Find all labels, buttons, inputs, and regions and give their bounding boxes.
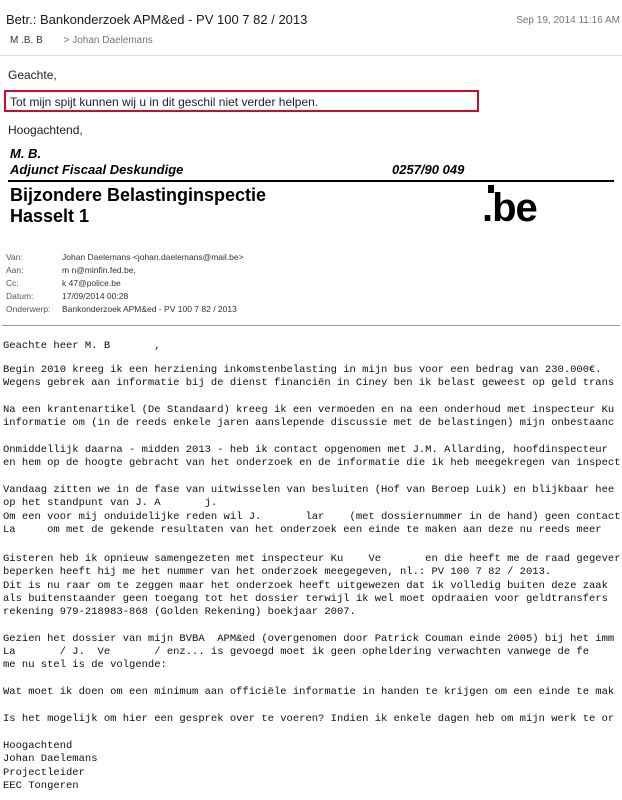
body-line: Na een krantenartikel (De Standaard) kreeg ik een vermoeden en na een onderhoud met inspecteur Ku [3, 404, 615, 416]
meta-date-label: Datum: [6, 291, 34, 301]
body-line: Begin 2010 kreeg ik een herziening inkomstenbelasting in mijn bus voor een bedrag van 230.000€. [3, 364, 602, 376]
signature-org-line2: Hasselt 1 [10, 206, 90, 226]
body-line: als buitenstaander geen toegang tot het dossier terwijl ik wel moet opdraaien voor geldtransfers [3, 593, 608, 605]
highlighted-sentence-box [4, 90, 479, 112]
body-line: Onmiddellijk daarna - midden 2013 - heb ik contact opgenomen met J.M. Allarding, hoofdinspecteur [3, 444, 608, 456]
meta-to-label: Aan: [6, 265, 24, 275]
body-line: Vandaag zitten we in de fase van uitwisselen van besluiten (Hof van Beroep Luik) en blijkbaar hee [3, 484, 615, 496]
signature-org-line1: Bijzondere Belastinginspectie [10, 185, 267, 205]
message-header [0, 0, 622, 52]
meta-subject-label: Onderwerp: [6, 304, 51, 314]
meta-date [6, 291, 128, 301]
reply-closing: Hoogachtend, [8, 123, 83, 137]
message-date: Sep 19, 2014 11:16 AM [516, 15, 620, 26]
body-line: en hem op de hoogte gebracht van het onderzoek en de informatie die ik heb meegekregen van inspect [3, 457, 621, 469]
header-divider [0, 55, 622, 56]
meta-from-value[interactable]: Johan Daelemans <johan.daelemans@mail.be> [62, 252, 244, 262]
meta-to-value[interactable]: m n@minfin.fed.be, [62, 265, 136, 275]
body-line: Projectleider [3, 767, 85, 779]
meta-date-value: 17/09/2014 00:28 [62, 291, 129, 301]
reply-greeting: Geachte, [8, 68, 57, 82]
quoted-divider [2, 325, 620, 326]
body-line: Hoogachtend [3, 740, 73, 752]
signature-name: M. B. [10, 146, 42, 161]
body-line: Gezien het dossier van mijn BVBA APM&ed (overgenomen door Patrick Couman einde 2005) bij het imm [3, 633, 615, 645]
signature-phone: 0257/90 049 [392, 162, 465, 177]
signature-title: Adjunct Fiscaal Deskundige [10, 162, 184, 177]
meta-subject-value: Bankonderzoek APM&ed - PV 100 7 82 / 2013 [62, 304, 237, 314]
body-line: Geachte heer M. B , [3, 340, 161, 352]
body-line: rekening 979-218983-868 (Golden Rekening) boekjaar 2007. [3, 606, 356, 618]
body-line: Dit is nu raar om te zeggen maar het onderzoek heeft uitgewezen dat ik volledig buiten deze zaak [3, 580, 608, 592]
body-line: Gisteren heb ik opnieuw samengezeten met inspecteur Ku Ve en die heeft me de raad gegever [3, 553, 621, 565]
meta-cc [6, 278, 121, 288]
message-subject: Betr.: Bankonderzoek APM&ed - PV 100 7 82 / 2013 [6, 12, 308, 27]
meta-from [6, 252, 244, 262]
recipient-name[interactable]: > Johan Daelemans [63, 35, 153, 46]
sender-name[interactable]: M .B. B [10, 35, 43, 46]
body-line: La om met de gekende resultaten van het onderzoek een einde te maken aan deze nu reeds meer [3, 524, 602, 536]
body-line: La / J. Ve / enz... is gevoegd moet ik geen opheldering verwachten vanwege de fe [3, 646, 589, 658]
body-line: Om een voor mij onduidelijke reden wil J. lar (met dossiernummer in de hand) geen contact [3, 511, 621, 523]
body-line: Wat moet ik doen om een minimum aan officiële informatie in handen te krijgen om een einde te mak [3, 686, 615, 698]
highlighted-sentence: Tot mijn spijt kunnen wij u in dit geschil niet verder helpen. [10, 95, 319, 109]
body-line: beperken heeft hij me het nummer van het onderzoek meegegeven, nl.: PV 100 7 82 / 2013. [3, 566, 552, 578]
body-line: EEC Tongeren [3, 780, 79, 792]
body-line: me nu stel is de volgende: [3, 659, 167, 671]
body-line: op het standpunt van J. A j. [3, 497, 218, 509]
body-line: Is het mogelijk om hier een gesprek over te voeren? Indien ik enkele dagen heb om mijn werk te or [3, 713, 615, 725]
meta-subject [6, 304, 237, 314]
body-line: Johan Daelemans [3, 753, 98, 765]
meta-cc-label: Cc: [6, 278, 19, 288]
meta-cc-value[interactable]: k 47@police.be [62, 278, 121, 288]
body-line: informatie om (in de reeds enkele jaren aanslepende discussie met de belastingen) mijn onbestaanc [3, 417, 615, 429]
meta-from-label: Van: [6, 252, 23, 262]
sender-line [10, 35, 153, 46]
signature-rule [8, 180, 614, 182]
meta-to [6, 265, 136, 275]
be-logo: .be [482, 186, 537, 230]
body-line: Wegens gebrek aan informatie bij de dienst financiën in Ciney ben ik belast geweest op geld trans [3, 377, 615, 389]
